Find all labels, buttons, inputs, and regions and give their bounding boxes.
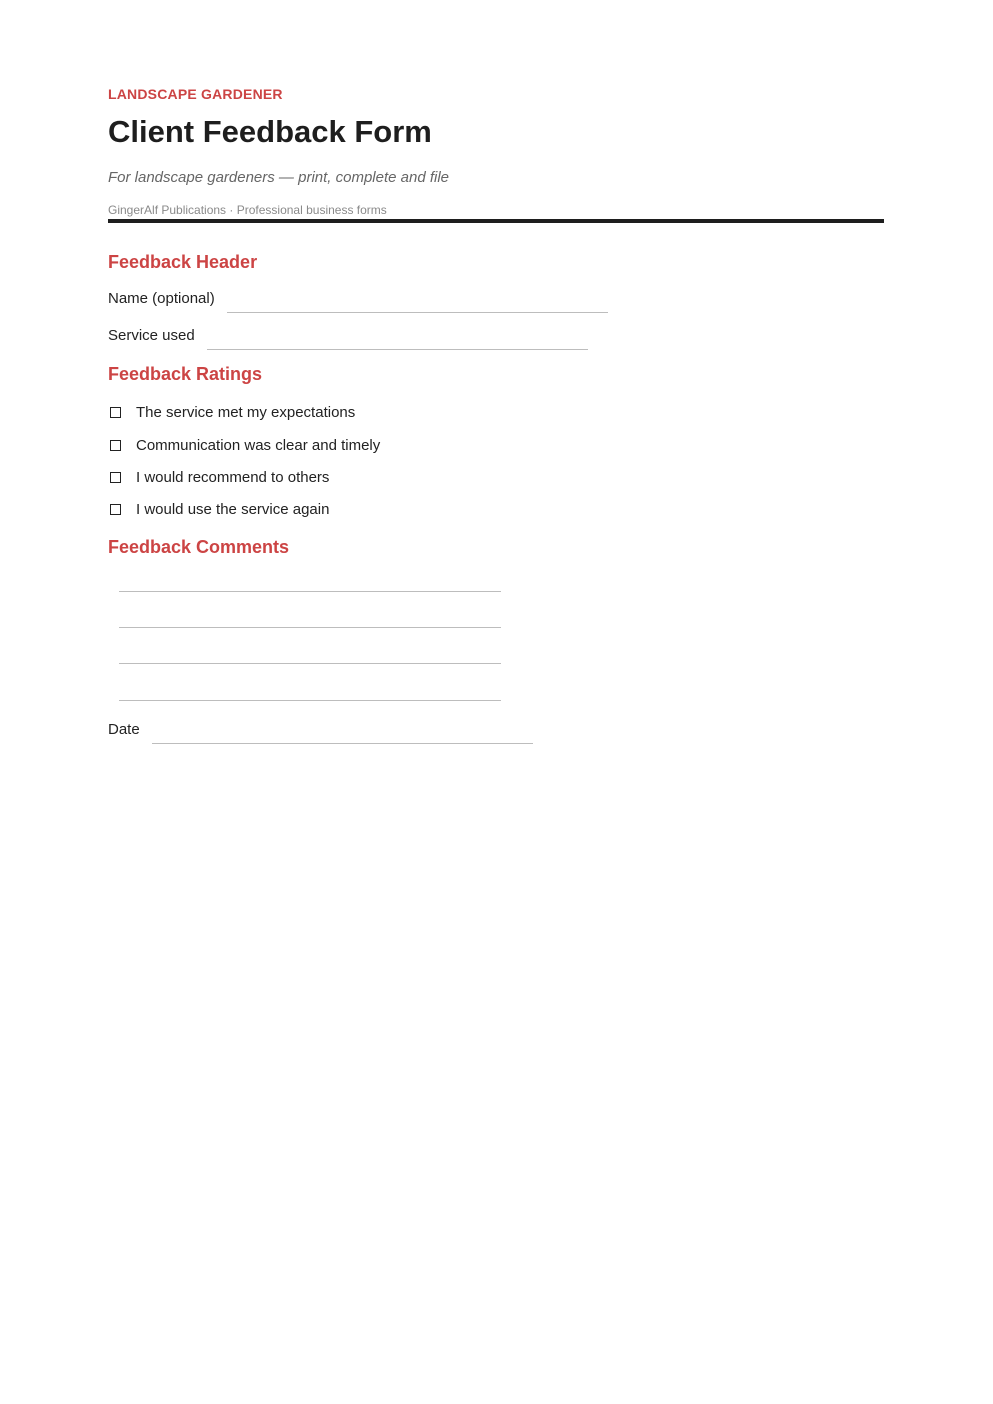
checkbox-icon[interactable] — [110, 504, 121, 515]
service-input-line[interactable] — [207, 348, 588, 350]
page-subtitle: For landscape gardeners — print, complete and file — [108, 169, 450, 186]
rating-item[interactable] — [108, 404, 355, 421]
comment-line[interactable] — [119, 591, 501, 592]
checkbox-icon[interactable] — [110, 407, 121, 418]
rating-label: I would recommend to others — [136, 469, 330, 486]
date-input-line[interactable] — [152, 742, 533, 744]
rating-label: The service met my expectations — [136, 404, 356, 421]
rating-label: Communication was clear and timely — [136, 437, 381, 454]
rating-label: I would use the service again — [136, 501, 330, 518]
comment-line[interactable] — [119, 627, 501, 628]
checkbox-icon[interactable] — [110, 440, 121, 451]
name-field — [108, 290, 608, 307]
rating-item[interactable] — [108, 437, 380, 454]
section-title-header: Feedback Header — [108, 252, 258, 272]
page-title: Client Feedback Form — [108, 114, 432, 149]
date-label: Date — [108, 721, 140, 738]
comment-line[interactable] — [119, 700, 501, 701]
comment-line[interactable] — [119, 663, 501, 664]
name-label: Name (optional) — [108, 290, 215, 307]
header-divider — [108, 219, 884, 223]
category-kicker: LANDSCAPE GARDENER — [108, 86, 283, 102]
section-title-comments: Feedback Comments — [108, 537, 290, 557]
service-field — [108, 327, 588, 344]
service-label: Service used — [108, 327, 195, 344]
date-field — [108, 721, 533, 738]
publisher-line: GingerAlf Publications · Professional business forms — [108, 203, 387, 217]
section-title-ratings: Feedback Ratings — [108, 364, 263, 384]
rating-item[interactable] — [108, 501, 329, 518]
rating-item[interactable] — [108, 469, 329, 486]
name-input-line[interactable] — [227, 311, 608, 313]
checkbox-icon[interactable] — [110, 472, 121, 483]
